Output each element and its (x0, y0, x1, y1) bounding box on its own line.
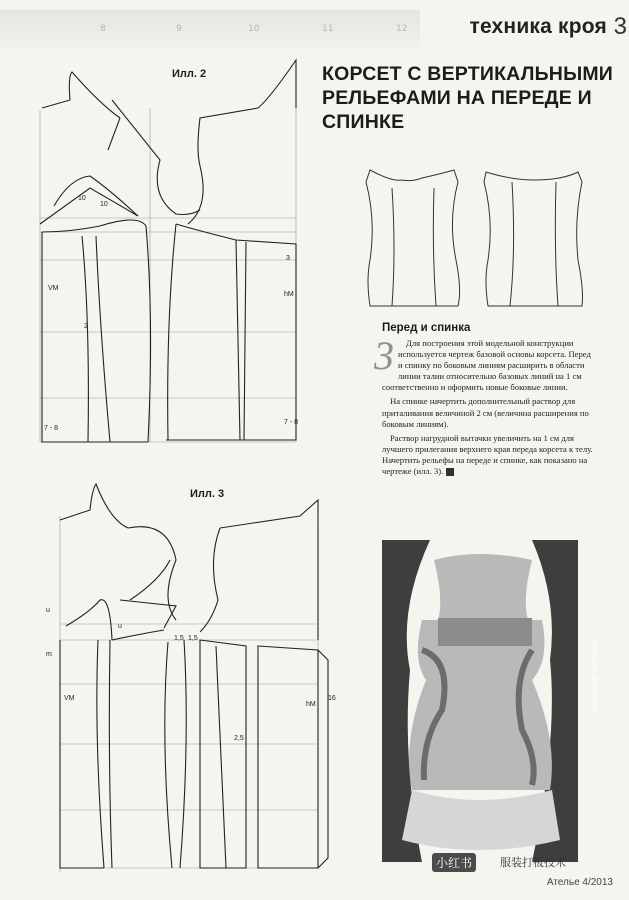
mark-15a: 1,5 (174, 635, 184, 642)
ruler-number: 8 (100, 24, 106, 34)
photo-credit: Alexander McQueen (589, 638, 599, 711)
mark-15b: 1,5 (188, 635, 198, 642)
ruler-number: 9 (176, 24, 182, 34)
article-title: КОРСЕТ С ВЕРТИКАЛЬНЫМИ РЕЛЬЕФАМИ НА ПЕРЕДЕ И СПИНКЕ (322, 63, 614, 133)
runway-photo (382, 540, 599, 862)
mark-u2: u (118, 623, 122, 630)
watermark-text: 服装打板技术 (500, 857, 566, 869)
paragraph (382, 433, 594, 477)
paragraph: На спинке начертить дополнительный раствор для приталивания величиной 2 см (величина расширения по боковым линиям). (382, 396, 589, 429)
corset-sketches (352, 160, 602, 320)
section-subhead: Перед и спинка (382, 322, 471, 334)
mark-3: 3 (286, 255, 290, 262)
mark-25: 2,5 (234, 735, 244, 742)
mark-m: m (46, 651, 52, 658)
corset-photo-illustration (382, 540, 578, 862)
ruler-number: 10 (248, 24, 260, 34)
mark-2: 2 (84, 323, 88, 330)
drop-cap: 3 (374, 333, 394, 378)
mark-vm: VM (64, 695, 75, 702)
article-body (374, 333, 594, 480)
page-number: 3 (613, 13, 627, 40)
paragraph: Для построения этой модельной конструкции используется чертеж базовой основы корсета. Перед и спинку по боковым линиям расширить в области линии талии относительно базовых линий на 1 см соответственно и оформить новые боковые линии. (382, 338, 591, 393)
mark-vm: VM (48, 285, 59, 292)
mark-10a: 10 (78, 195, 86, 202)
mark-16: 16 (328, 695, 336, 702)
ill3-label: Илл. 3 (190, 488, 225, 500)
mark-10b: 10 (100, 201, 108, 208)
mark-hm: hM (306, 701, 316, 708)
ruler-number: 12 (396, 24, 408, 34)
ruler-number: 11 (322, 24, 334, 34)
section-title: техника кроя (469, 15, 607, 38)
issue-label: Ателье 4/2013 (546, 877, 613, 888)
paragraph-text: Раствор нагрудной вытачки увеличить на 1 см для лучшего прилегания верхнего края переда корсета к телу. Начертить рельефы на переде и спинке, как показано на чертеже (илл. 3). (382, 432, 593, 477)
end-mark-icon (446, 468, 454, 476)
mark-u1: u (46, 607, 50, 614)
mark-78b: 7 - 8 (284, 419, 299, 426)
ill2-label: Илл. 2 (172, 68, 207, 80)
mark-78a: 7 - 8 (44, 425, 59, 432)
watermark-badge: 小红书 (432, 853, 476, 872)
mark-hm: hM (284, 291, 294, 298)
